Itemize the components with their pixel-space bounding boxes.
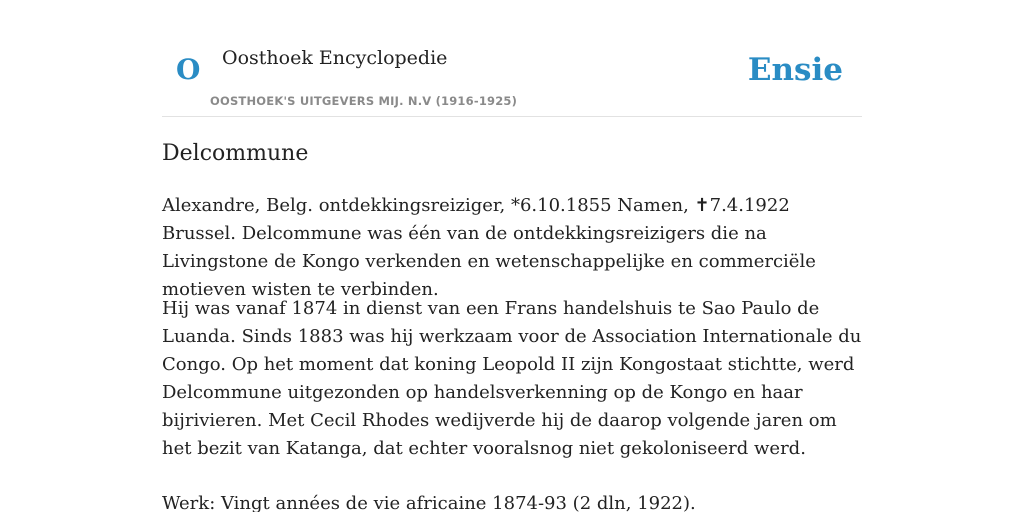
page (162, 0, 862, 512)
entry-paragraph-2: Hij was vanaf 1874 in dienst van een Frans handelshuis te Sao Paulo de Luanda. Sinds 1883 was hij werkzaam voor de Association Internationale du Congo. Op het moment dat koning Leopold II zijn Kongostaat stichtte, werd Delcommune uitgezonden op handelsverkenning op de Kongo en haar bijrivieren. Met Cecil Rhodes wedijverde hij de daarop volgende jaren om het bezit van Katanga, dat echter vooralsnog niet gekoloniseerd werd. (162, 298, 862, 459)
entry-title: Delcommune (162, 141, 309, 166)
entry-paragraph-1: Alexandre, Belg. ontdekkingsreiziger, *6.10.1855 Namen, ✝7.4.1922 Brussel. Delcommune was één van de ontdekkingsreizigers die na Livingstone de Kongo verkenden en wetenschappelijke en commerciële motieven wisten te verbinden. (162, 195, 816, 300)
entry-paragraph-3: Werk: Vingt années de vie africaine 1874-93 (2 dln, 1922). (162, 493, 696, 512)
source-header (162, 0, 862, 117)
source-title-link[interactable]: Oosthoek Encyclopedie (222, 47, 448, 69)
source-logo[interactable]: O (176, 53, 201, 86)
source-publisher: OOSTHOEK'S UITGEVERS MIJ. N.V (1916-1925) (210, 94, 518, 108)
ensie-logo-link[interactable]: Ensie (747, 52, 843, 88)
